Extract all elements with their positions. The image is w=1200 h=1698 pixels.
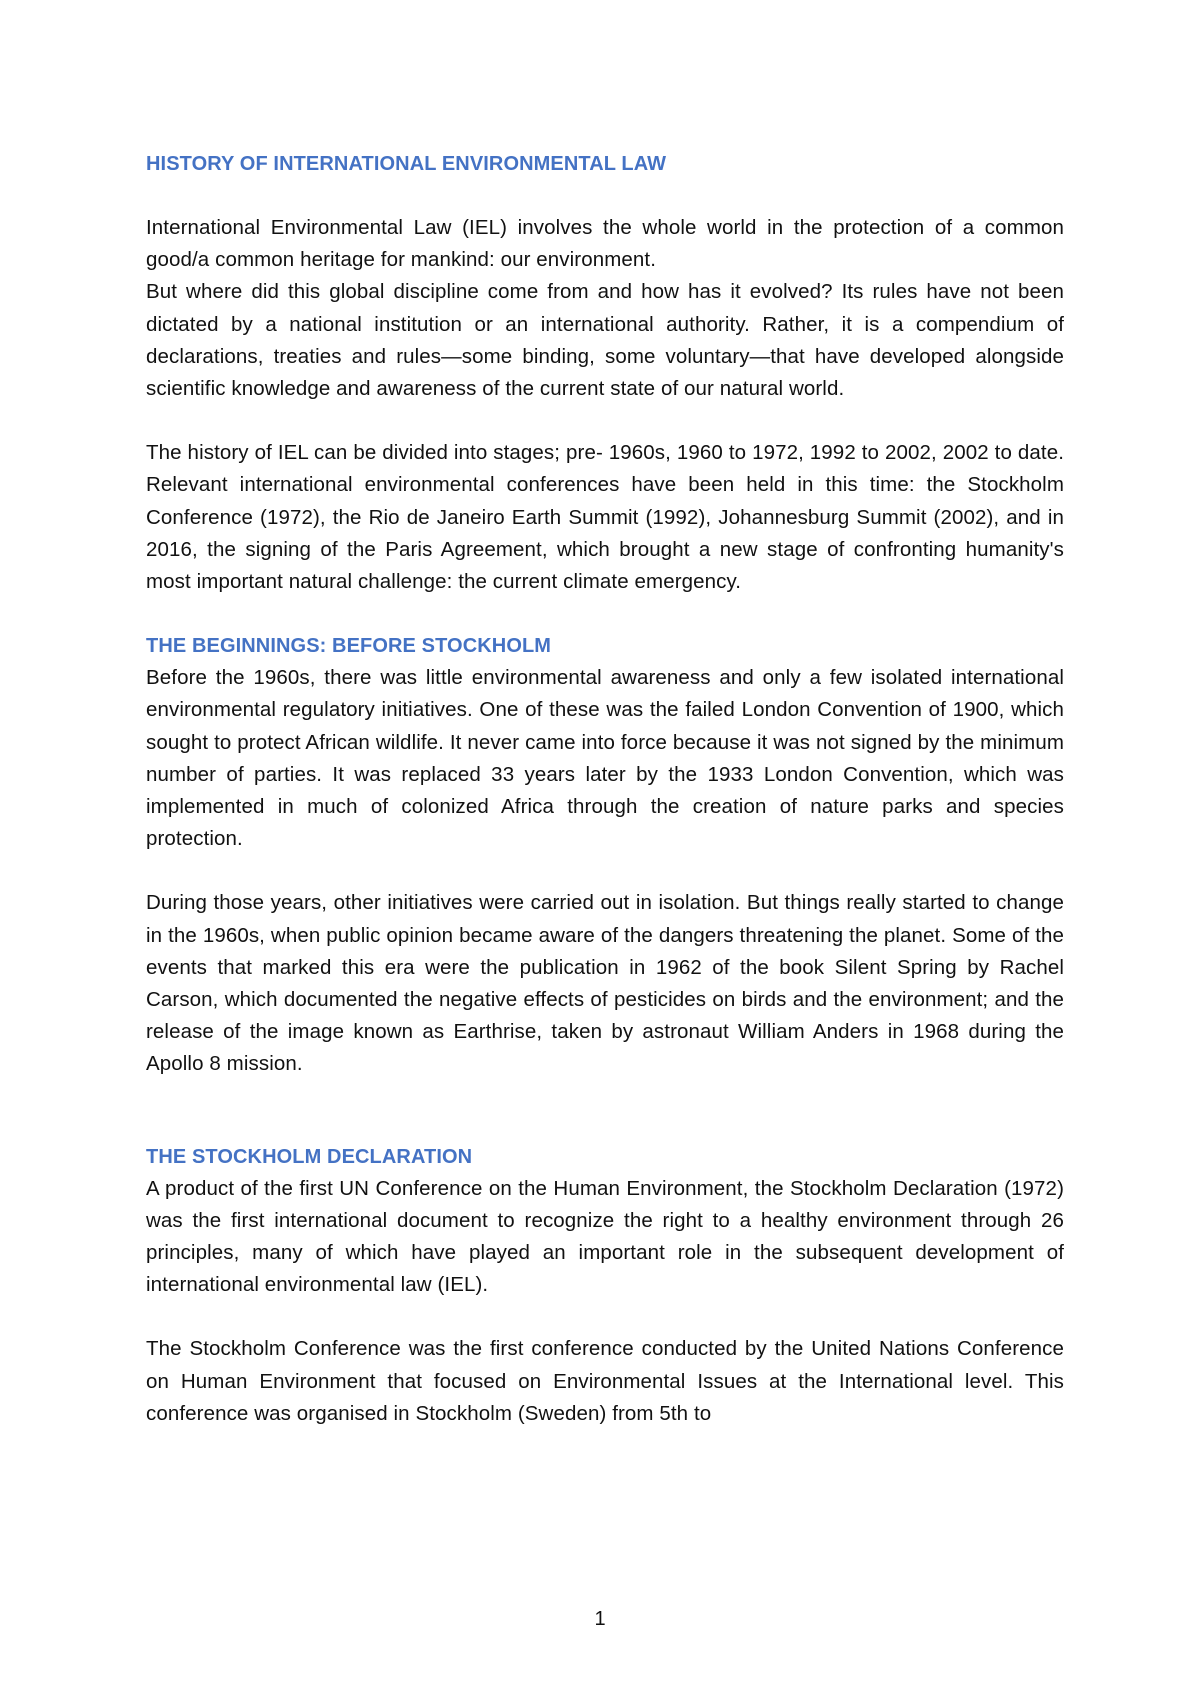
spacer bbox=[146, 1081, 1064, 1141]
document-body bbox=[146, 148, 1064, 1430]
intro-paragraph-1: International Environmental Law (IEL) involves the whole world in the protection of a common good/a common heritage for mankind: our environment. bbox=[146, 216, 1064, 272]
beginnings-paragraph-1: Before the 1960s, there was little environmental awareness and only a few isolated international environmental regulatory initiatives. One of these was the failed London Convention of 1900, which sought to protect African wildlife. It never came into force because it was not signed by the minimum number of parties. It was replaced 33 years later by the 1933 London Convention, which was implemented in much of colonized Africa through the creation of nature parks and species protection. bbox=[146, 666, 1064, 851]
intro-paragraph-3: The history of IEL can be divided into stages; pre- 1960s, 1960 to 1972, 1992 to 2002, 2002 to date. Relevant international environmental conferences have been held in this time: the Stockholm Conference (1972), the Rio de Janeiro Earth Summit (1992), Johannesburg Summit (2002), and in 2016, the signing of the Paris Agreement, which brought a new stage of confronting humanity's most important natural challenge: the current climate emergency. bbox=[146, 441, 1064, 594]
spacer bbox=[146, 855, 1064, 887]
stockholm-paragraph-1: A product of the first UN Conference on the Human Environment, the Stockholm Declaration (1972) was the first international document to recognize the right to a healthy environment through 26 principles, many of which have played an important role in the subsequent development of international environmental law (IEL). bbox=[146, 1176, 1064, 1297]
section-heading-beginnings: THE BEGINNINGS: BEFORE STOCKHOLM bbox=[146, 635, 552, 658]
spacer bbox=[146, 1301, 1064, 1333]
section-heading-stockholm: THE STOCKHOLM DECLARATION bbox=[146, 1145, 473, 1168]
spacer bbox=[146, 405, 1064, 437]
beginnings-paragraph-2: During those years, other initiatives were carried out in isolation. But things really started to change in the 1960s, when public opinion became aware of the dangers threatening the planet. Some of the events that marked this era were the publication in 1962 of the book Silent Spring by Rachel Carson, which documented the negative effects of pesticides on birds and the environment; and the release of the image known as Earthrise, taken by astronaut William Anders in 1968 during the Apollo 8 mission. bbox=[146, 891, 1064, 1076]
spacer bbox=[146, 180, 1064, 212]
spacer bbox=[146, 598, 1064, 630]
document-title: HISTORY OF INTERNATIONAL ENVIRONMENTAL LAW bbox=[146, 153, 667, 175]
stockholm-paragraph-2: The Stockholm Conference was the first conference conducted by the United Nations Conference on Human Environment that focused on Environmental Issues at the International level. This conference was organised in Stockholm (Sweden) from 5th to bbox=[146, 1337, 1064, 1425]
page-number: 1 bbox=[594, 1608, 606, 1630]
intro-paragraph-2: But where did this global discipline come from and how has it evolved? Its rules have not been dictated by a national institution or an international authority. Rather, it is a compendium of declarations, treaties and rules—some binding, some voluntary—that have developed alongside scientific knowledge and awareness of the current state of our natural world. bbox=[146, 280, 1064, 401]
